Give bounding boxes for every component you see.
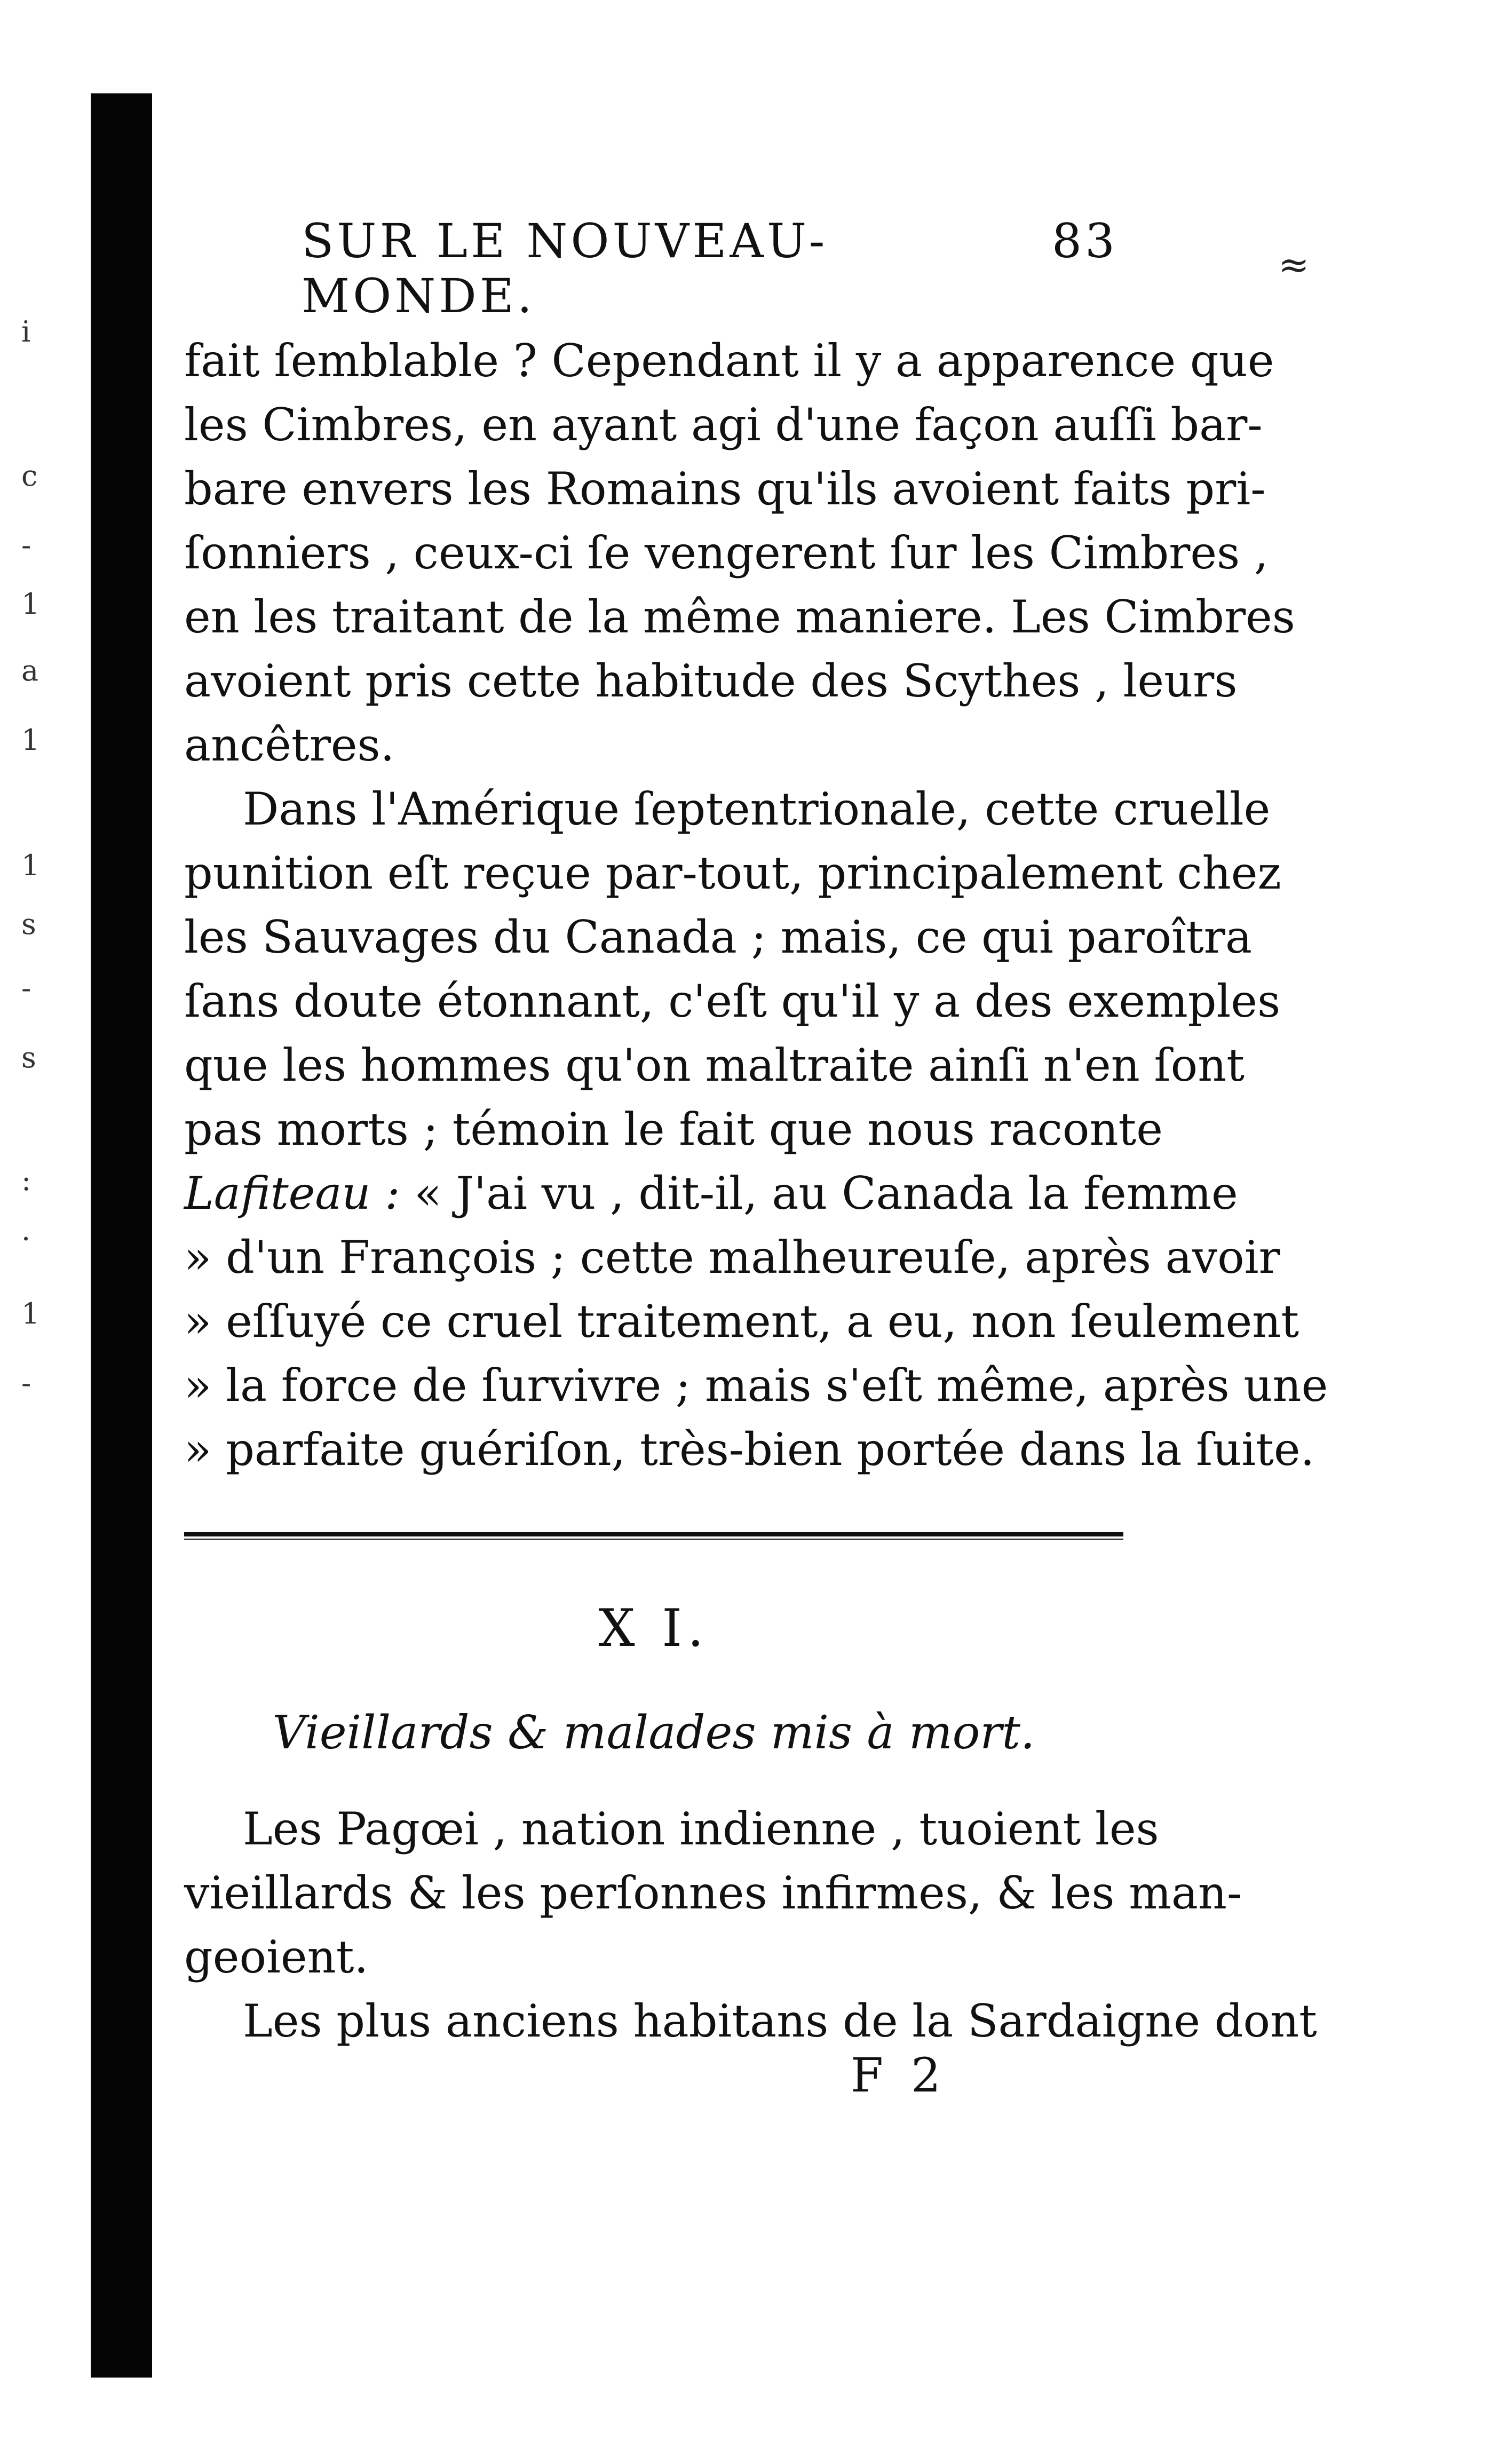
paragraph — [184, 1797, 1242, 1989]
gutter-mark: · — [21, 1222, 31, 1256]
text-line: Les plus anciens habitans de la Sardaigne dont — [243, 1995, 1317, 2047]
text-line: ſans doute étonnant, c'eſt qu'il y a des exemples — [184, 975, 1281, 1027]
gutter-mark: i — [21, 315, 31, 348]
page-body — [184, 213, 1328, 2103]
section-title: Vieillards & malades mis à mort. — [272, 1706, 1035, 1760]
text-line: que les hommes qu'on maltraite ainſi n'en ſont — [184, 1039, 1245, 1091]
text-line: vieillards & les perſonnes infirmes, & les man- — [184, 1867, 1242, 1919]
text-line: ſonniers , ceux-ci ſe vengerent ſur les Cimbres , — [184, 527, 1269, 579]
section-divider — [184, 1532, 1123, 1540]
text-line: bare envers les Romains qu'ils avoient faits pri- — [184, 463, 1266, 515]
gutter-mark: 1 — [21, 849, 40, 882]
paragraph — [184, 1989, 1317, 2053]
text-line: geoient. — [184, 1931, 369, 1983]
gutter-mark: s — [21, 1041, 36, 1074]
quote-opening: « J'ai vu , dit-il, au Canada la femme — [414, 1167, 1238, 1219]
text-line: punition eſt reçue par-tout, principalement chez — [184, 847, 1281, 899]
gutter-mark: - — [21, 971, 31, 1005]
text-line: Dans l'Amérique ſeptentrionale, cette cruelle — [243, 783, 1271, 835]
gutter-mark: s — [21, 907, 36, 941]
paragraph — [184, 329, 1295, 777]
gutter-mark: : — [21, 1163, 31, 1197]
gutter-mark: 1 — [21, 723, 40, 757]
section-number: X I. — [598, 1598, 709, 1658]
text-line — [184, 1161, 1238, 1225]
corner-mark: ≈ — [1278, 243, 1310, 287]
gutter-mark: - — [21, 1366, 31, 1400]
gutter-mark: 1 — [21, 1297, 40, 1330]
page-number: 83 — [1052, 213, 1118, 268]
author-name: Lafiteau : — [184, 1167, 400, 1219]
gutter-mark: a — [21, 654, 39, 687]
running-head-title: SUR LE NOUVEAU-MONDE. — [302, 213, 828, 323]
text-line: les Cimbres, en ayant agi d'une façon auſſi bar- — [184, 399, 1263, 451]
running-head — [302, 213, 1118, 323]
gutter-mark: 1 — [21, 587, 40, 621]
quote-line: » parfaite guériſon, très-bien portée dans la ſuite. — [184, 1423, 1315, 1476]
binding-edge — [91, 93, 152, 2378]
text-line: ancêtres. — [184, 719, 395, 771]
text-line: pas morts ; témoin le fait que nous raconte — [184, 1103, 1163, 1155]
quote-line: » d'un François ; cette malheureuſe, après avoir — [184, 1231, 1280, 1284]
text-line: les Sauvages du Canada ; mais, ce qui paroîtra — [184, 911, 1253, 963]
gutter-mark: c — [21, 459, 38, 493]
text-line: en les traitant de la même maniere. Les Cimbres — [184, 591, 1295, 643]
signature-mark: F 2 — [850, 2048, 947, 2103]
gutter-mark: - — [21, 528, 31, 562]
paragraph — [184, 777, 1328, 1481]
text-line: avoient pris cette habitude des Scythes , leurs — [184, 655, 1238, 707]
text-line: fait ſemblable ? Cependant il y a apparence que — [184, 335, 1274, 387]
text-line: Les Pagœi , nation indienne , tuoient les — [243, 1803, 1159, 1855]
quote-line: » la force de ſurvivre ; mais s'eſt même, après une — [184, 1359, 1328, 1412]
quote-line: » eſſuyé ce cruel traitement, a eu, non ſeulement — [184, 1295, 1299, 1348]
